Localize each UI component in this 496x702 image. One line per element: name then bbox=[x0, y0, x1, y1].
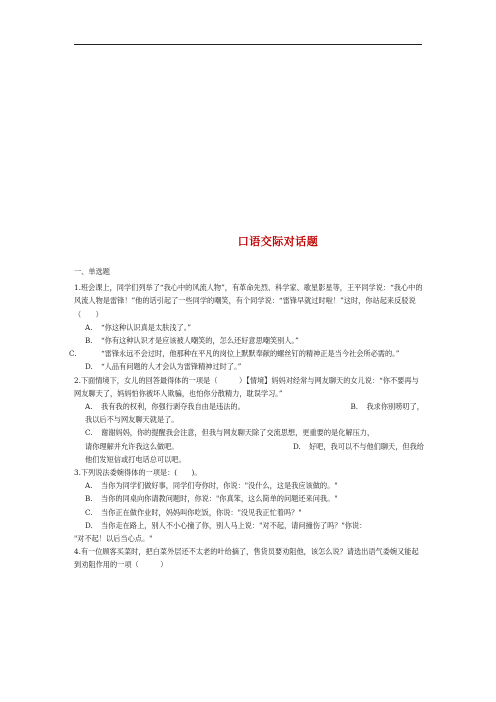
question-stem: 1.班会课上，同学们列举了“我心中的风流人物”，有革命先烈、科学家、歌星影星等，王平同学说：“我心中的风流人物是雷锋！”他的话引起了一些同学的嘲笑，有个同学说：“雷锋早就过时啦！”这时，你站起来反驳说（ ） bbox=[74, 283, 423, 319]
section-heading: 一、单选题 bbox=[74, 267, 110, 276]
question-3 bbox=[74, 466, 424, 545]
option-d: D. 好吧，我可以不与他们聊天，但我给 bbox=[292, 441, 424, 451]
option-c: C. “雷锋永远不会过时，他那种在平凡的岗位上默默奉献的螺丝钉的精神正是当今社会所必需的。” bbox=[69, 349, 400, 359]
option-d-continued: "对不起！以后当心点。" bbox=[74, 534, 153, 544]
option-b: B. “你有这种认识才是应该被人嘲笑的，怎么还好意思嘲笑别人。” bbox=[85, 336, 299, 346]
option-b-continued: 我以后不与网友聊天就是了。 bbox=[85, 415, 179, 425]
option-a: A. 当你为同学们做好事，同学们夸你时，你说："没什么，这是我应该做的。" bbox=[85, 481, 338, 491]
question-2 bbox=[74, 374, 424, 466]
document-body bbox=[69, 265, 424, 572]
page-title: 口语交际对话题 bbox=[237, 235, 319, 248]
option-a: A. 我有我的权利，你强行剥夺我自由是违法的。 bbox=[85, 402, 245, 412]
option-d-continued: 他们发短信或打电话总可以吧。 bbox=[85, 454, 186, 464]
option-row-ab bbox=[74, 400, 424, 413]
option-c: C. 当你正在做作业时，妈妈叫你吃饭，你说："没见我正忙着吗？" bbox=[85, 507, 302, 517]
option-c: C. 谢谢妈妈，你的提醒我会注意，但我与网友聊天除了交流思想，更重要的是化解压力， bbox=[85, 428, 375, 438]
header-rule bbox=[74, 44, 422, 45]
question-stem: 3.下列说法委婉得体的一项是：( )。 bbox=[74, 468, 202, 478]
option-a: A. “你这种认识真是太肤浅了。” bbox=[85, 322, 192, 332]
option-d: D. “人品有问题的人才会认为雷锋精神过时了。” bbox=[85, 362, 242, 372]
option-d: D. 当你走在路上，别人不小心撞了你，别人马上说："对不起，请问撞伤了吗？"你说： bbox=[85, 520, 367, 530]
question-1 bbox=[69, 281, 424, 373]
option-b: B. 当你的同桌向你请教问题时，你说："你真笨，这么简单的问题还来问我。" bbox=[85, 494, 338, 504]
question-stem: 4.有一位顾客买菜时，把白菜外层还不太老的叶给摘了，售货员要劝阻他，该怎么说？请选出语气委婉又能起到劝阻作用的一项（ ） bbox=[74, 547, 419, 570]
option-b: B. 我求你别唠叨了， bbox=[350, 402, 424, 412]
question-4 bbox=[74, 545, 424, 571]
option-row-cd bbox=[74, 440, 424, 453]
question-stem: 2.下面情境下，女儿的回答最得体的一项是（ ）【情境】妈妈对经常与网友聊天的女儿说：“你不要再与网友聊天了，妈妈怕你被坏人欺骗，也怕你分散精力，耽误学习。” bbox=[74, 375, 419, 398]
option-c-continued: 请你理解并允许我这么做吧。 bbox=[85, 441, 179, 451]
